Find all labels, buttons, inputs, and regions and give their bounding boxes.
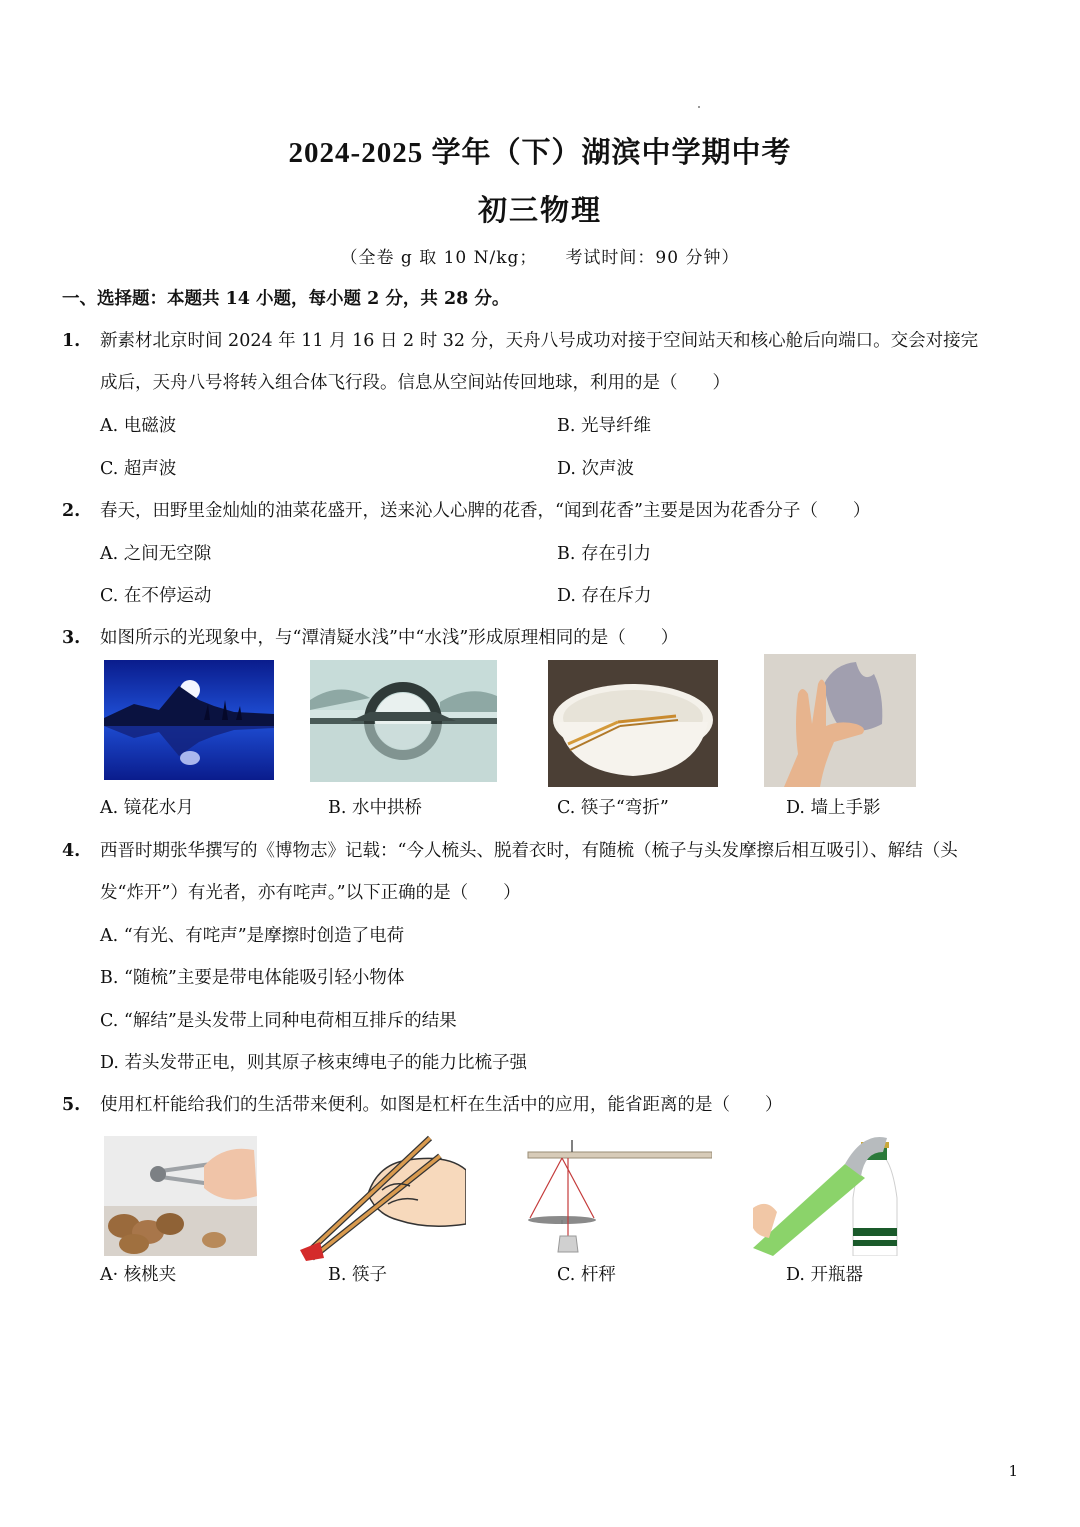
exam-title: 2024-2025 学年（下）湖滨中学期中考 (288, 137, 792, 169)
steelyard-image (520, 1136, 712, 1261)
gravity-note: （全卷 g 取 10 N/kg； (340, 248, 538, 268)
moon-reflection-image (104, 660, 274, 780)
q1-option-a[interactable]: A. 电磁波 (100, 416, 177, 436)
q2-option-b[interactable]: B. 存在引力 (557, 544, 651, 564)
question-4-stem-2: 发“炸开”）有光者，亦有咤声。”以下正确的是（ ） (100, 883, 521, 903)
q5-option-b[interactable]: B. 筷子 (328, 1265, 387, 1285)
question-number: 2. (62, 501, 81, 521)
question-2 (62, 498, 870, 524)
question-stem: 春天，田野里金灿灿的油菜花盛开，送来沁人心脾的花香，“闻到花香”主要是因为花香分子（ ） (100, 501, 871, 521)
question-number: 1. (62, 331, 81, 351)
nutcracker-image (104, 1136, 257, 1256)
exam-note (0, 243, 1080, 268)
question-stem: 如图所示的光现象中，与“潭清疑水浅”中“水浅”形成原理相同的是（ ） (100, 628, 679, 648)
q2-option-a[interactable]: A. 之间无空隙 (100, 544, 212, 564)
chopsticks-image (298, 1134, 466, 1261)
time-note: 考试时间：90 分钟） (565, 248, 740, 268)
question-1 (62, 328, 978, 354)
q2-option-c[interactable]: C. 在不停运动 (100, 586, 212, 606)
q4-option-a[interactable]: A. “有光、有咤声”是摩擦时创造了电荷 (100, 926, 405, 946)
question-stem: 西晋时期张华撰写的《博物志》记载：“今人梳头、脱着衣时，有随梳（梳子与头发摩擦后相互吸引）、解结（头 (100, 841, 958, 861)
q1-option-d[interactable]: D. 次声波 (557, 459, 635, 479)
bottle-opener-image (753, 1128, 898, 1256)
exam-subtitle: 初三物理 (477, 195, 602, 227)
q3-option-c[interactable]: C. 筷子“弯折” (557, 798, 669, 818)
q5-option-a[interactable]: A· 核桃夹 (100, 1265, 177, 1285)
question-number: 3. (62, 628, 81, 648)
question-4 (62, 838, 958, 864)
q3-option-a[interactable]: A. 镜花水月 (100, 798, 194, 818)
q3-option-d[interactable]: D. 墙上手影 (786, 798, 881, 818)
scan-speck (698, 106, 700, 108)
chopstick-bowl-image (548, 660, 718, 787)
q4-option-d[interactable]: D. 若头发带正电，则其原子核束缚电子的能力比梳子强 (100, 1053, 528, 1073)
question-number: 5. (62, 1095, 81, 1115)
question-number: 4. (62, 841, 81, 861)
question-stem: 新素材北京时间 2024 年 11 月 16 日 2 时 32 分，天舟八号成功对接于空间站天和核心舱后向端口。交会对接完 (100, 331, 979, 351)
q1-option-b[interactable]: B. 光导纤维 (557, 416, 651, 436)
q3-option-b[interactable]: B. 水中拱桥 (328, 798, 422, 818)
hand-shadow-image (764, 654, 916, 787)
q5-option-c[interactable]: C. 杆秤 (557, 1265, 616, 1285)
q5-option-d[interactable]: D. 开瓶器 (786, 1265, 864, 1285)
question-3 (62, 625, 678, 651)
section-heading: 一、选择题：本题共 14 小题，每小题 2 分，共 28 分。 (62, 289, 510, 309)
question-stem: 使用杠杆能给我们的生活带来便利。如图是杠杆在生活中的应用，能省距离的是（ ） (100, 1095, 783, 1115)
question-5 (62, 1092, 783, 1118)
question-1-stem-2: 成后，天舟八号将转入组合体飞行段。信息从空间站传回地球，利用的是（ ） (100, 373, 730, 393)
q4-option-c[interactable]: C. “解结”是头发带上同种电荷相互排斥的结果 (100, 1011, 457, 1031)
page-number: 1 (1008, 1462, 1018, 1480)
q4-option-b[interactable]: B. “随梳”主要是带电体能吸引轻小物体 (100, 968, 405, 988)
q2-option-d[interactable]: D. 存在斥力 (557, 586, 652, 606)
arch-bridge-image (310, 660, 497, 782)
q1-option-c[interactable]: C. 超声波 (100, 459, 177, 479)
